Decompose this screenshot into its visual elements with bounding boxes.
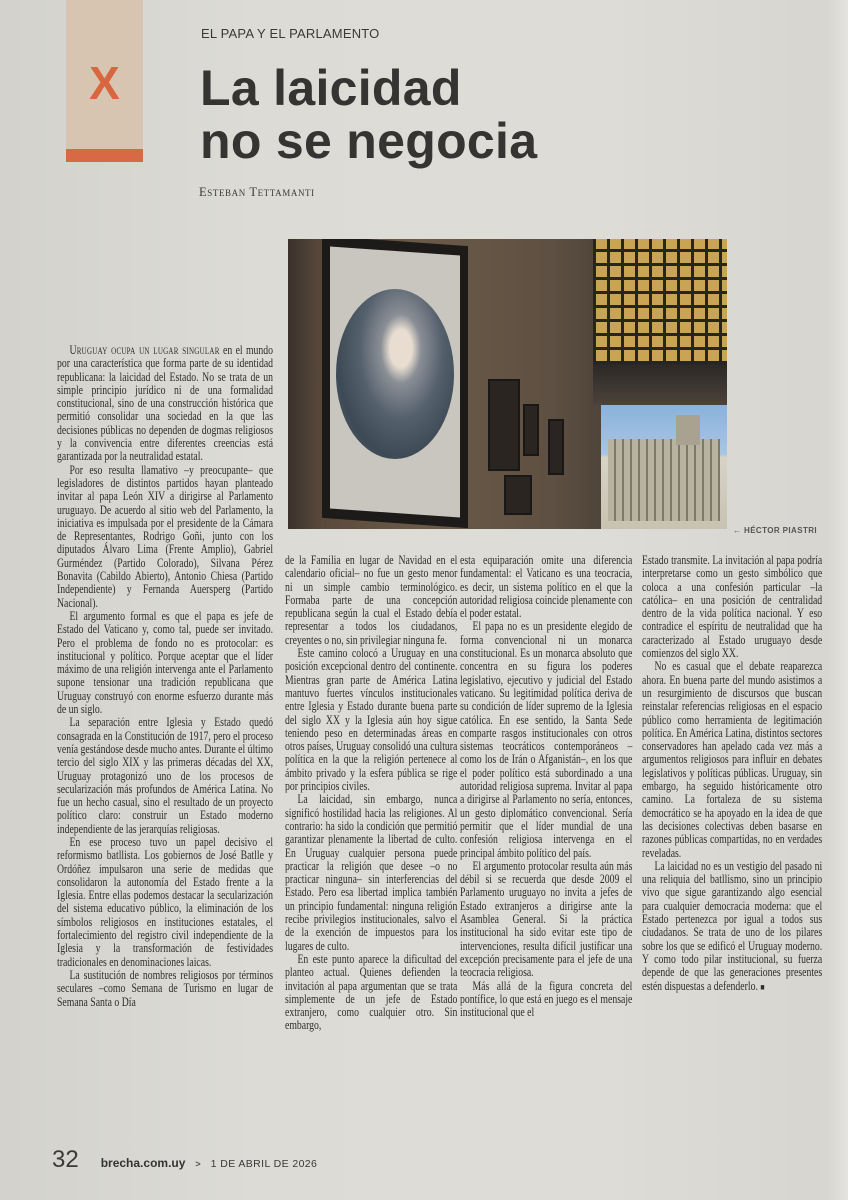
paragraph-text: La laicidad no es un vestigio del pasado ni una reliquia del batllismo, sino un principio vivo que sigue garantizando algo esencial para cualquier democracia moderna: que el Estado pertenezca por igual a todos sus ciudadanos. Se trata de uno de los pilares sobre los que se edificó el Uruguay moderno. Y como todo pilar institucional, su fuerza depende de que las generaciones presentes estén dispuestas a defenderlo.	[642, 858, 823, 993]
headline-line-1: La laicidad	[200, 60, 462, 116]
article-column-4	[642, 554, 822, 994]
page-edge-shadow	[826, 0, 848, 1200]
lead-in: Uruguay ocupa un lugar singular	[69, 343, 220, 357]
wall-picture	[523, 404, 539, 456]
article-column-3	[460, 554, 632, 1019]
paragraph: de la Familia en lugar de Navidad en el calendario oficial– no fue un gesto menor ni un simple cambio terminológico. Formaba parte de una concepción republicana según la cual el Estado debía representar a todos los ciudadanos, creyentes o no, sin privilegiar ninguna fe.	[285, 553, 458, 647]
photo-credit: ← HÉCTOR PIASTRI	[733, 526, 818, 535]
page-number: 32	[52, 1146, 79, 1173]
paragraph	[57, 344, 273, 464]
article-column-1	[57, 344, 273, 1009]
paragraph: La laicidad, sin embargo, nunca significó hostilidad hacia las religiones. Al contrario: ha sido la condición que permitió garantizar plenamente la libertad de culto. En Uruguay cualquier persona puede practicar la religión que desee –o no practicar ninguna– sin interferencias del Estado. Pero esa libertad implica también un principio fundamental: ninguna religión recibe privilegios institucionales, salvo el de la exención de impuestos para los lugares de culto.	[285, 792, 458, 953]
footer-separator: >	[195, 1159, 201, 1169]
footer-site: brecha.com.uy	[100, 1156, 186, 1170]
byline: Esteban Tettamanti	[199, 185, 315, 199]
ceiling-lights	[593, 239, 727, 364]
window-lintel	[593, 364, 727, 405]
paragraph: El argumento formal es que el papa es jefe de Estado del Vaticano y, como tal, puede ser invitado. Pero el problema de fondo no es protocolar: es institucional y político. Porque aceptar que el líder máximo de una religión intervenga ante el Parlamento supone tensionar una tradición republicana que Uruguay construyó con enorme esfuerzo durante más de un siglo.	[57, 608, 274, 717]
end-mark-icon: ■	[760, 981, 765, 992]
paragraph: El papa no es un presidente elegido de forma convencional ni un monarca constitucional. Es un monarca absoluto que concentra en su figura los poderes legislativo, ejecutivo y judicial del Estado vaticano. Su legitimidad política deriva de su condición de líder supremo de la Iglesia católica. En ese sentido, la Santa Sede comparte rasgos institucionales con otros sistemas teocráticos contemporáneos –como los de Irán o Afganistán–, en los que el poder político está subordinado a una autoridad religiosa suprema. Invitar al papa a dirigirse al Parlamento no sería, entonces, un gesto diplomático convencional. Sería permitir que el líder mundial de una confesión religiosa intervenga en el principal ámbito político del país.	[460, 619, 633, 860]
paragraph: En ese proceso tuvo un papel decisivo el reformismo batllista. Los gobiernos de José Batlle y Ordóñez impulsaron una serie de medidas que consolidaron la autonomía del Estado frente a la Iglesia. Entre ellas podemos destacar la secularización del sistema educativo público, la eliminación de los símbolos religiosos en instituciones estatales, el fortalecimiento del registro civil independiente de la Iglesia y la transformación de festividades tradicionales en denominaciones laicas.	[57, 834, 274, 969]
paragraph: Más allá de la figura concreta del pontífice, lo que está en juego es el mensaje institucional que el	[460, 978, 633, 1020]
palace-tower	[676, 415, 700, 445]
paragraph: La sustitución de nombres religiosos por términos seculares –como Semana de Turismo en lugar de Semana Santa o Día	[57, 967, 274, 1009]
wall-picture	[504, 475, 532, 515]
portrait-image	[336, 289, 454, 459]
footer-date: 1 DE ABRIL DE 2026	[210, 1158, 318, 1170]
paragraph: No es casual que el debate reaparezca ahora. En buena parte del mundo asistimos a un resurgimiento de discursos que buscan reinstalar referencias religiosas en el espacio público como herramienta de legitimación política. En América Latina, distintos sectores conservadores han apelado cada vez más a argumentos religiosos para influir en debates legislativos y políticas públicas. Uruguay, sin embargo, ha seguido históricamente otro camino. La fortaleza de su sistema democrático se ha apoyado en la idea de que las decisiones colectivas deben basarse en razones públicas compartidas, no en verdades reveladas.	[642, 659, 823, 860]
section-marker: X	[89, 57, 120, 109]
paragraph: En este punto aparece la dificultad del planteo actual. Quienes defienden la invitación al papa argumentan que se trata simplemente de un jefe de Estado extranjero, como cualquier otro. Sin embargo,	[285, 951, 458, 1033]
paragraph: Este camino colocó a Uruguay en una posición excepcional dentro del continente. Mientras gran parte de América Latina mantuvo fuertes vínculos institucionales entre Iglesia y Estado durante buena parte del siglo XX y la Iglesia aún hoy sigue teniendo peso en determinadas áreas en otros países, Uruguay consolidó una cultura política en la que la religión pertenece al ámbito privado y la esfera pública se rige por principios civiles.	[285, 646, 458, 794]
paragraph: Por eso resulta llamativo –y preocupante– que legisladores de distintos partidos hayan planteado invitar al papa León XIV a dirigirse al Parlamento uruguayo. De acuerdo al sitio web del Parlamento, la iniciativa es impulsada por el presidente de la Cámara de Representantes, Rodrigo Goñi, junto con los diputados Álvaro Lima (Frente Amplio), Gabriel Gurméndez (Partido Colorado), Silvana Pérez Bonavita (Cabildo Abierto), Antonio Chiesa (Partido Independiente) y Fernanda Auersperg (Partido Nacional).	[57, 462, 274, 610]
article-column-2	[285, 554, 457, 1033]
paragraph-text: en el mundo por una característica que forma parte de su identidad republicana: la laicidad del Estado. No se trata de un simple principio jurídico ni de una formalidad constitucional, sino de una construcción histórica que permitió consolidar una sociedad en la que las decisiones públicas no dependen de dogmas religiosos y la convivencia entre diferentes creencias está garantizada por la neutralidad estatal.	[57, 343, 274, 464]
headline	[200, 62, 537, 168]
wall-picture	[548, 419, 564, 475]
paragraph	[642, 860, 822, 994]
legislative-palace	[608, 439, 720, 521]
paragraph: esta equiparación omite una diferencia fundamental: el Vaticano es una teocracia, es decir, un sistema político en el que la autoridad religiosa coincide plenamente con el poder estatal.	[460, 553, 633, 621]
paragraph: El argumento protocolar resulta aún más débil si se recuerda que desde 2009 el Parlamento uruguayo no invita a jefes de Estado extranjeros a dirigirse ante la Asamblea General. Si la práctica institucional ha sido evitar este tipo de intervenciones, resulta difícil justificar una excepción precisamente para el jefe de una teocracia religiosa.	[460, 858, 633, 980]
headline-line-2: no se negocia	[200, 113, 538, 169]
wall-picture	[488, 379, 520, 471]
page-footer	[52, 1146, 317, 1174]
article-photo	[288, 239, 727, 529]
paragraph: La separación entre Iglesia y Estado quedó consagrada en la Constitución de 1917, pero el proceso venía gestándose desde mucho antes. Durante el último tercio del siglo XIX y las primeras décadas del XX, Uruguay protagonizó uno de los procesos de secularización más profundos de América Latina. No fue un hecho casual, sino el resultado de un proyecto político claro: construir un Estado moderno independiente de las jerarquías religiosas.	[57, 715, 274, 836]
section-accent-bar	[66, 149, 143, 162]
paragraph: Estado transmite. La invitación al papa podría interpretarse como un gesto simbólico que coloca a una confesión particular –la católica– en una posición de centralidad dentro de la vida política nacional. Y eso contradice el espíritu de neutralidad que ha caracterizado al Estado uruguayo desde comienzos del siglo XX.	[642, 553, 823, 661]
kicker: EL PAPA Y EL PARLAMENTO	[201, 26, 380, 41]
